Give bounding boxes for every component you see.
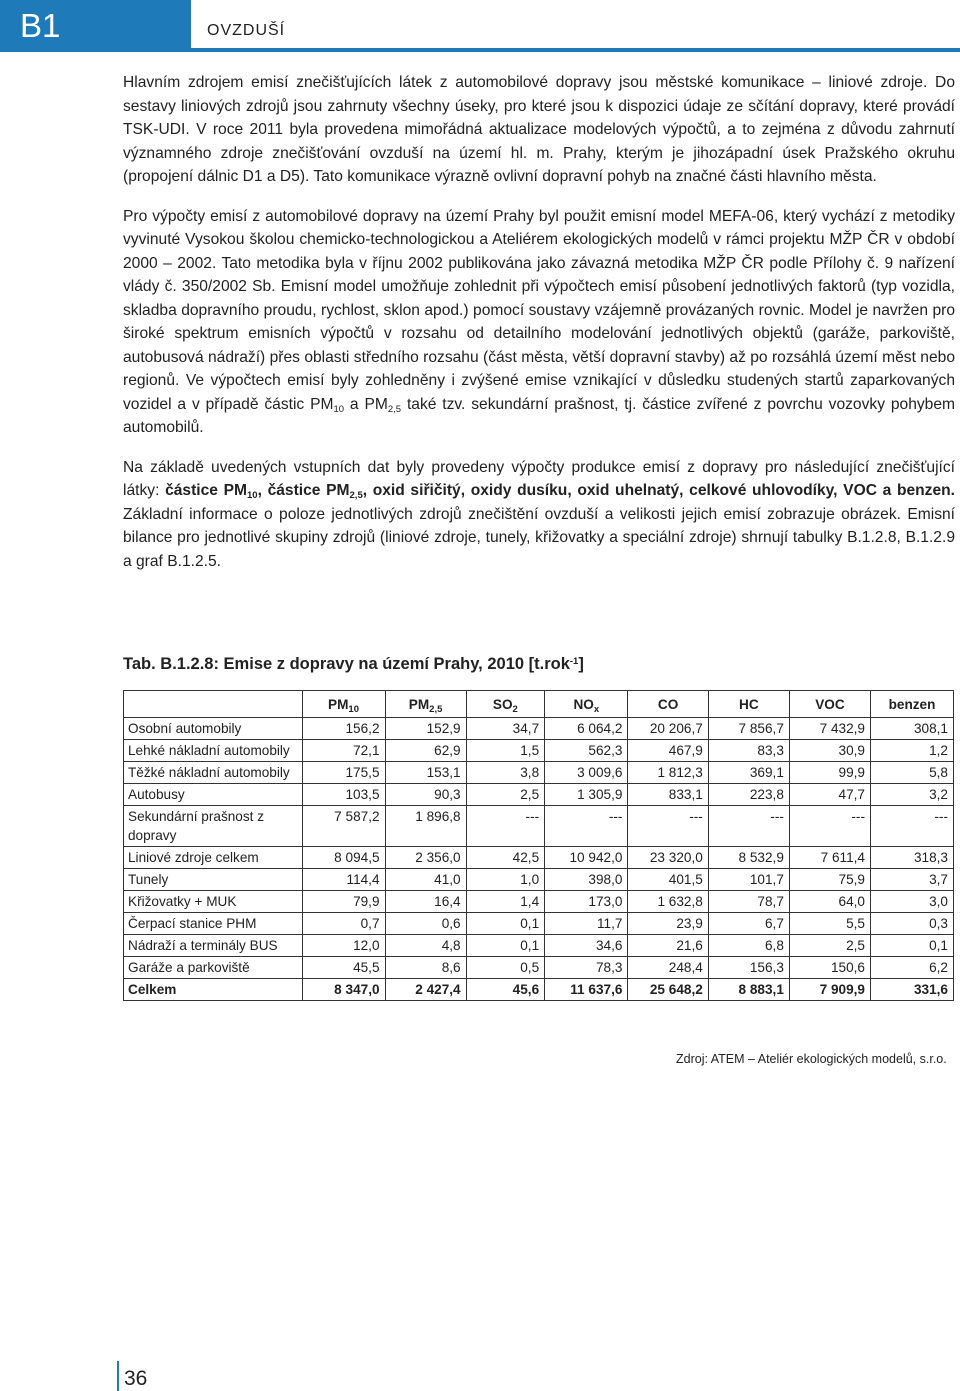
table-cell: 3,7 [870,869,953,891]
table-cell: 11 637,6 [545,979,628,1001]
table-row [124,784,954,806]
column-header [385,691,466,718]
column-header [302,691,385,718]
table-cell: --- [545,806,628,847]
column-header-label: NO [573,696,594,712]
row-label: Křižovatky + MUK [124,891,303,913]
table-cell: 0,1 [870,935,953,957]
table-cell: 562,3 [545,740,628,762]
table-cell: 7 856,7 [708,718,789,740]
table-cell: 72,1 [302,740,385,762]
table-cell: 20 206,7 [628,718,708,740]
table-title-bracket: ] [578,655,584,673]
table-cell: 12,0 [302,935,385,957]
table-cell: 3,8 [466,762,545,784]
row-label: Čerpací stanice PHM [124,913,303,935]
table-cell: 103,5 [302,784,385,806]
table-cell: 8 347,0 [302,979,385,1001]
table-cell: 2,5 [789,935,870,957]
paragraph-2 [123,205,955,440]
column-header-label: CO [657,696,679,712]
paragraph-3-text-a: Na základě uvedených vstupních dat byly provedeny výpočty produkce emisí z dopravy pro následující znečišťující látky: [123,458,955,499]
table-cell: 2,5 [466,784,545,806]
page-number: 36 [124,1367,148,1390]
table-cell: 398,0 [545,869,628,891]
column-header-subscript: 10 [348,703,359,715]
table-cell: 3,2 [870,784,953,806]
table-cell: 23,9 [628,913,708,935]
footer-rule [117,1361,119,1391]
table-cell: 0,7 [302,913,385,935]
pm25-subscript: 2,5 [387,403,402,415]
table-cell: 45,6 [466,979,545,1001]
table-cell: 223,8 [708,784,789,806]
table-cell: 467,9 [628,740,708,762]
table-title-text: Tab. B.1.2.8: Emise z dopravy na území Prahy, 2010 [t.rok [123,655,570,673]
row-label: Tunely [124,869,303,891]
table-cell: 5,5 [789,913,870,935]
table-cell: 833,1 [628,784,708,806]
column-header-label: VOC [815,696,845,712]
paragraph-3-bold-a: částice PM [165,482,247,499]
section-title: OVZDUŠÍ [207,22,286,39]
column-header-subscript: 2 [512,703,518,715]
table-cell: 1 812,3 [628,762,708,784]
table-cell: 23 320,0 [628,847,708,869]
table-source: Zdroj: ATEM – Ateliér ekologických modelů, s.r.o. [676,1052,947,1066]
table-cell: 156,2 [302,718,385,740]
table-cell: 8 094,5 [302,847,385,869]
table-cell: 1,5 [466,740,545,762]
table-cell: 4,8 [385,935,466,957]
table-cell: 152,9 [385,718,466,740]
table-row [124,935,954,957]
table-cell: 156,3 [708,957,789,979]
table-cell: 30,9 [789,740,870,762]
table-cell: 114,4 [302,869,385,891]
table-cell: 101,7 [708,869,789,891]
table-cell: 79,9 [302,891,385,913]
table-cell: 78,7 [708,891,789,913]
column-header-label: SO [492,696,513,712]
table-cell: 16,4 [385,891,466,913]
table-cell: 1,2 [870,740,953,762]
table-row [124,979,954,1001]
table-cell: --- [628,806,708,847]
table-cell: 1 305,9 [545,784,628,806]
table-cell: 75,9 [789,869,870,891]
table-cell: 10 942,0 [545,847,628,869]
row-label: Osobní automobily [124,718,303,740]
column-header-label: HC [739,696,759,712]
table-cell: 308,1 [870,718,953,740]
table-cell: 150,6 [789,957,870,979]
pm25-subscript: 2,5 [349,490,363,501]
column-header [708,691,789,718]
table-cell: 3 009,6 [545,762,628,784]
table-cell: 7 432,9 [789,718,870,740]
table-row [124,762,954,784]
page-header [0,0,960,52]
table-cell: 6,8 [708,935,789,957]
pm10-subscript: 10 [333,403,345,415]
table-cell: 369,1 [708,762,789,784]
table-cell: 8,6 [385,957,466,979]
table-row [124,740,954,762]
table-cell: 0,1 [466,935,545,957]
column-header [789,691,870,718]
row-label: Autobusy [124,784,303,806]
header-empty-cell [124,691,303,718]
column-header-subscript: 2,5 [429,703,443,715]
row-label: Lehké nákladní automobily [124,740,303,762]
emissions-table [123,690,954,1001]
table-cell: 7 909,9 [789,979,870,1001]
table-cell: 1 896,8 [385,806,466,847]
paragraph-3-bold-b: , částice PM [257,482,350,499]
table-cell: 401,5 [628,869,708,891]
table-cell: 7 587,2 [302,806,385,847]
table-cell: 2 427,4 [385,979,466,1001]
table-row [124,957,954,979]
row-label: Celkem [124,979,303,1001]
column-header-label: PM [328,696,349,712]
table-cell: 47,7 [789,784,870,806]
table-row [124,913,954,935]
paragraph-2-text-c: také tzv. sekundární prašnost, tj. částice zvířené z povrchu vozovky pohybem automobilů. [123,395,956,436]
table-cell: 248,4 [628,957,708,979]
table-title-superscript: -1 [569,656,579,667]
row-label: Sekundární prašnost z dopravy [124,806,303,847]
table-cell: 34,7 [466,718,545,740]
chapter-badge: B1 [0,0,191,52]
row-label: Liniové zdroje celkem [124,847,303,869]
table-cell: 34,6 [545,935,628,957]
table-row [124,718,954,740]
paragraph-3-text-c: Základní informace o poloze jednotlivých zdrojů znečištění ovzduší a velikosti jejich emisí zobrazuje obrázek. Emisní bilance pro jednotlivé skupiny zdrojů (liniové zdroje, tunely, křižovatky a speciální zdroje) shrnují tabulky B.1.2.8, B.1.2.9 a graf B.1.2.5. [123,505,955,570]
column-header [628,691,708,718]
table-cell: 5,8 [870,762,953,784]
paragraph-2-text-a: Pro výpočty emisí z automobilové dopravy na území Prahy byl použit emisní model MEFA-06, který vychází z metodiky vyvinuté Vysokou školou chemicko-technologickou a Ateliérem ekologických modelů v rámci projektu MŽP ČR v období 2000 – 2002. Tato metodika byla v říjnu 2002 publikována jako závazná metodika MŽP ČR podle Přílohy č. 9 nařízení vlády č. 350/2002 Sb. Emisní model umožňuje zohlednit při výpočtech emisí působení jednotlivých faktorů (typ vozidla, skladba dopravního proudu, rychlost, sklon apod.) pomocí soustavy vzájemně provázaných rovnic. Model je navržen pro široké spektrum emisních výpočtů v rozsahu od detailního modelování jednotlivých objektů (garáže, parkoviště, autobusová nádraží) přes oblasti středního rozsahu (část města, větší dopravní stavby) až po rozsáhlá území měst nebo regionů. Ve výpočtech emisí byly zohledněny i zvýšené emise vznikající v důsledku studených startů zaparkovaných vozidel a v případě částic PM [123,207,955,413]
table-cell: 1,0 [466,869,545,891]
paragraph-2-text-b: a PM [344,395,388,413]
table-cell: 331,6 [870,979,953,1001]
table-cell: 41,0 [385,869,466,891]
table-cell: 6,7 [708,913,789,935]
table-cell: 0,6 [385,913,466,935]
column-header [870,691,953,718]
table-row [124,806,954,847]
table-cell: 11,7 [545,913,628,935]
table-cell: 0,5 [466,957,545,979]
table-header-row [124,691,954,718]
table-cell: 318,3 [870,847,953,869]
column-header [545,691,628,718]
table-cell: 7 611,4 [789,847,870,869]
column-header-label: PM [408,696,430,712]
table-cell: --- [708,806,789,847]
table-row [124,847,954,869]
table-cell: 8 883,1 [708,979,789,1001]
table-cell: 64,0 [789,891,870,913]
row-label: Garáže a parkoviště [124,957,303,979]
body-text [123,71,955,589]
table-cell: 78,3 [545,957,628,979]
table-cell: 90,3 [385,784,466,806]
table-cell: 0,1 [466,913,545,935]
table-cell: 0,3 [870,913,953,935]
table-cell: 6,2 [870,957,953,979]
table-cell: 8 532,9 [708,847,789,869]
paragraph-3 [123,456,955,574]
paragraph-3-bold-c: , oxid siřičitý, oxidy dusíku, oxid uhelnatý, celkové uhlovodíky, VOC a benzen. [362,482,955,499]
table-cell: 62,9 [385,740,466,762]
table-cell: 42,5 [466,847,545,869]
column-header-label: benzen [888,696,936,712]
column-header [466,691,545,718]
table-cell: 1,4 [466,891,545,913]
column-header-subscript: x [593,703,600,715]
table-cell: 83,3 [708,740,789,762]
row-label: Nádraží a terminály BUS [124,935,303,957]
table-cell: --- [466,806,545,847]
table-row [124,891,954,913]
pm10-subscript: 10 [247,490,258,501]
paragraph-1: Hlavním zdrojem emisí znečišťujících látek z automobilové dopravy jsou městské komunikace – liniové zdroje. Do sestavy liniových zdrojů jsou zahrnuty všechny úseky, pro které jsou k dispozici údaje ze sčítání dopravy, které provádí TSK-UDI. V roce 2011 byla provedena mimořádná aktualizace modelových výpočtů, a to zejména z důvodu zahrnutí významného zdroje znečišťování ovzduší na území hl. m. Prahy, kterým je jihozápadní úsek Pražského okruhu (propojení dálnic D1 a D5). Tato komunikace výrazně ovlivní dopravní pohyb na značné části hlavního města. [123,74,955,185]
table-cell: --- [870,806,953,847]
table-cell: 153,1 [385,762,466,784]
table-cell: 25 648,2 [628,979,708,1001]
table-cell: 2 356,0 [385,847,466,869]
table-cell: 3,0 [870,891,953,913]
table-cell: 1 632,8 [628,891,708,913]
header-rule [191,48,960,52]
table-cell: 173,0 [545,891,628,913]
table-row [124,869,954,891]
table-title [123,655,584,674]
row-label: Těžké nákladní automobily [124,762,303,784]
table-cell: 45,5 [302,957,385,979]
table-cell: 21,6 [628,935,708,957]
table-cell: --- [789,806,870,847]
table-cell: 6 064,2 [545,718,628,740]
table-cell: 99,9 [789,762,870,784]
table-cell: 175,5 [302,762,385,784]
